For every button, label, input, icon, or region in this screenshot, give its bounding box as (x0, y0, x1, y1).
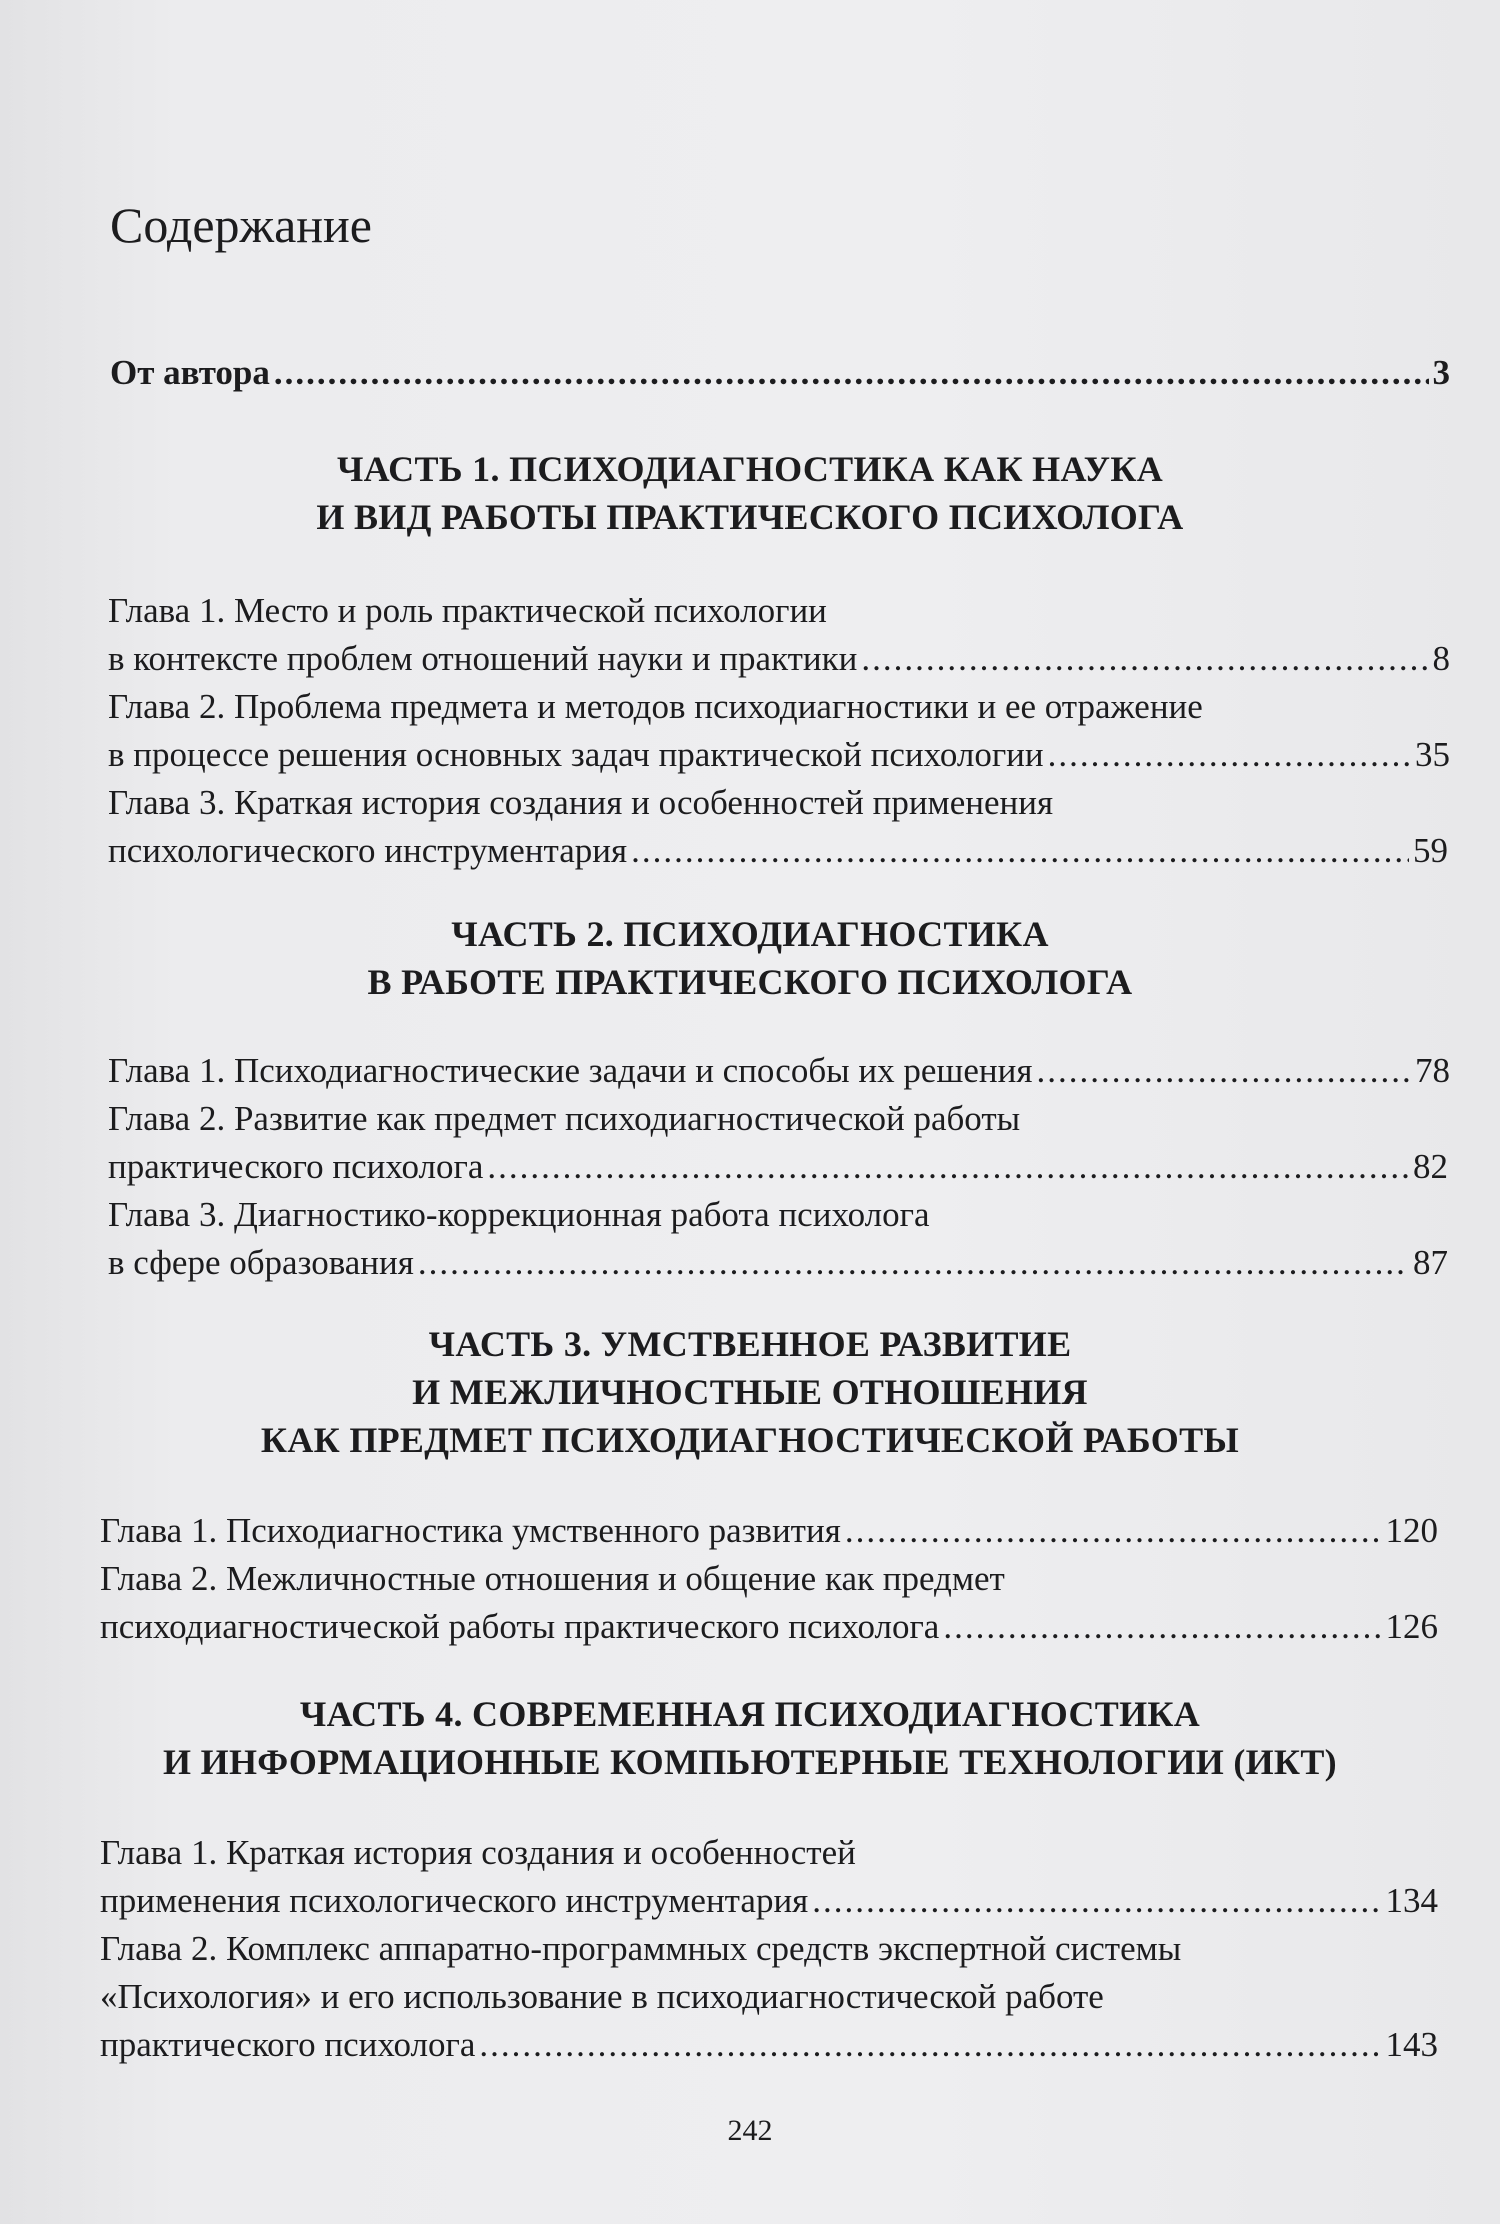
toc-entry-p2-ch3-line-1[interactable]: Глава 3. Диагностико-коррекционная работа психолога (108, 1195, 930, 1234)
toc-entry-text: в контексте проблем отношений науки и практики (108, 639, 858, 678)
leader-dots (861, 638, 1428, 680)
part-heading-4-line-1: ЧАСТЬ 4. СОВРЕМЕННАЯ ПСИХОДИАГНОСТИКА (299, 1694, 1201, 1734)
toc-entry-p1-ch3-line-1[interactable]: Глава 3. Краткая история создания и особенностей применения (108, 783, 1054, 822)
part-heading-3-line-3: КАК ПРЕДМЕТ ПСИХОДИАГНОСТИЧЕСКОЙ РАБОТЫ (260, 1420, 1240, 1460)
toc-entry-p1-ch2-line-1[interactable]: Глава 2. Проблема предмета и методов психодиагностики и ее отражение (108, 687, 1203, 726)
toc-entry-text: в сфере образования (108, 1243, 414, 1282)
toc-entry-p4-ch2-line-2[interactable]: «Психология» и его использование в психодиагностической работе (100, 1977, 1104, 2016)
leader-dots (479, 2024, 1381, 2066)
part-heading-3-line-1: ЧАСТЬ 3. УМСТВЕННОЕ РАЗВИТИЕ (428, 1324, 1072, 1364)
leader-dots (1048, 734, 1411, 776)
toc-entry-page: 120 (1385, 1511, 1438, 1550)
toc-entry-page: 134 (1385, 1881, 1438, 1920)
toc-entry-p4-ch1[interactable] (100, 1880, 1438, 1922)
toc-entry-p1-ch2[interactable] (108, 734, 1450, 776)
leader-dots (943, 1606, 1381, 1648)
leader-dots (487, 1146, 1409, 1188)
toc-title: Содержание (110, 197, 372, 253)
toc-entry-text: в процессе решения основных задач практической психологии (108, 735, 1044, 774)
leader-dots (418, 1242, 1409, 1284)
toc-entry-page: 87 (1413, 1243, 1448, 1282)
part-heading-3-line-2: И МЕЖЛИЧНОСТНЫЕ ОТНОШЕНИЯ (412, 1372, 1088, 1412)
toc-entry-text: Глава 1. Психодиагностические задачи и способы их решения (108, 1051, 1033, 1090)
toc-entry-text: практического психолога (100, 2025, 476, 2064)
toc-entry-text: Глава 1. Психодиагностика умственного развития (100, 1511, 841, 1550)
toc-entry-p2-ch3[interactable] (108, 1242, 1448, 1284)
leader-dots (274, 352, 1429, 394)
toc-entry-p3-ch2[interactable] (100, 1606, 1438, 1648)
leader-dots (812, 1880, 1381, 1922)
part-heading-4-line-2: И ИНФОРМАЦИОННЫЕ КОМПЬЮТЕРНЫЕ ТЕХНОЛОГИИ (ИКТ) (163, 1742, 1337, 1782)
toc-entry-p4-ch2-line-1[interactable]: Глава 2. Комплекс аппаратно-программных средств экспертной системы (100, 1929, 1182, 1968)
leader-dots (1036, 1050, 1411, 1092)
toc-entry-page: 126 (1385, 1607, 1438, 1646)
page-number: 242 (727, 2114, 773, 2147)
toc-entry-page: 3 (1432, 353, 1450, 392)
toc-entry-text: психодиагностической работы практического психолога (100, 1607, 940, 1646)
toc-entry-text: психологического инструментария (108, 831, 628, 870)
part-heading-2-line-2: В РАБОТЕ ПРАКТИЧЕСКОГО ПСИХОЛОГА (367, 962, 1133, 1002)
part-heading-2-line-1: ЧАСТЬ 2. ПСИХОДИАГНОСТИКА (451, 914, 1049, 954)
toc-entry-page: 78 (1415, 1051, 1450, 1090)
toc-entry-p3-ch1[interactable] (100, 1510, 1438, 1552)
toc-entry-page: 82 (1413, 1147, 1448, 1186)
toc-entry-p3-ch2-line-1[interactable]: Глава 2. Межличностные отношения и общение как предмет (100, 1559, 1005, 1598)
toc-entry-p1-ch3[interactable] (108, 830, 1448, 872)
toc-entry-p2-ch2-line-1[interactable]: Глава 2. Развитие как предмет психодиагностической работы (108, 1099, 1021, 1138)
leader-dots (631, 830, 1409, 872)
toc-entry-page: 59 (1413, 831, 1448, 870)
toc-entry-p4-ch2[interactable] (100, 2024, 1438, 2066)
toc-entry-p2-ch2[interactable] (108, 1146, 1448, 1188)
leader-dots (845, 1510, 1382, 1552)
toc-entry-text: От автора (110, 353, 270, 392)
toc-entry-p1-ch1[interactable] (108, 638, 1450, 680)
part-heading-1-line-1: ЧАСТЬ 1. ПСИХОДИАГНОСТИКА КАК НАУКА (336, 449, 1164, 489)
toc-entry-text: применения психологического инструментария (100, 1881, 809, 1920)
part-heading-1-line-2: И ВИД РАБОТЫ ПРАКТИЧЕСКОГО ПСИХОЛОГА (316, 497, 1184, 537)
toc-entry-author[interactable] (110, 352, 1450, 394)
toc-entry-p1-ch1-line-1[interactable]: Глава 1. Место и роль практической психологии (108, 591, 827, 630)
toc-entry-text: практического психолога (108, 1147, 484, 1186)
toc-entry-page: 35 (1415, 735, 1450, 774)
toc-entry-page: 8 (1432, 639, 1450, 678)
toc-entry-p2-ch1[interactable] (108, 1050, 1450, 1092)
toc-entry-p4-ch1-line-1[interactable]: Глава 1. Краткая история создания и особенностей (100, 1833, 856, 1872)
toc-entry-page: 143 (1385, 2025, 1438, 2064)
